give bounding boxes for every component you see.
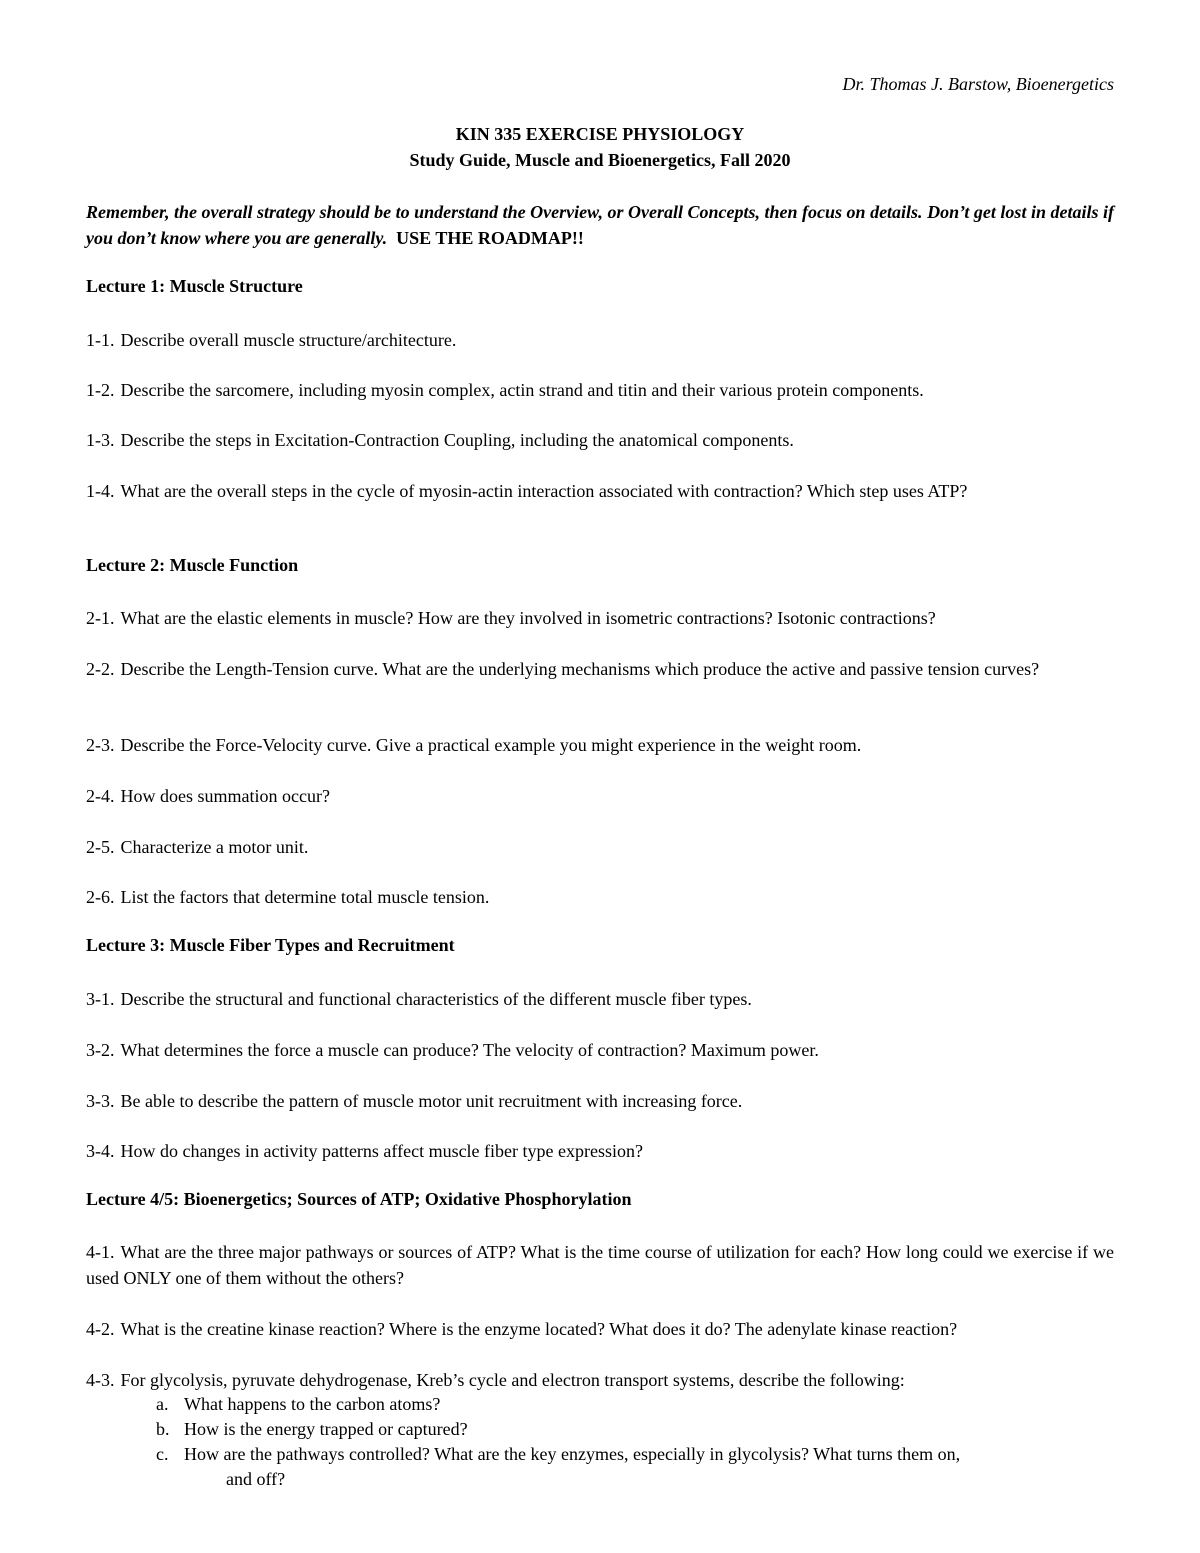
intro-roadmap: USE THE ROADMAP!! [396, 228, 584, 248]
question-2-1 [86, 605, 1114, 631]
question-number: 1-2. [86, 380, 115, 400]
question-1-2 [86, 377, 1114, 403]
question-number: 2-6. [86, 887, 115, 907]
question-text: Describe the structural and functional characteristics of the different muscle fiber types. [120, 989, 752, 1009]
question-number: 3-3. [86, 1091, 115, 1111]
question-4-2 [86, 1316, 1114, 1342]
question-2-4 [86, 783, 1114, 809]
question-number: 4-2. [86, 1319, 115, 1339]
question-number: 1-1. [86, 330, 115, 350]
question-3-2 [86, 1037, 1114, 1063]
question-3-1 [86, 986, 1114, 1012]
question-number: 2-2. [86, 659, 115, 679]
question-text: Describe the Length-Tension curve. What are the underlying mechanisms which produce the active and passive tension curves? [120, 659, 1040, 679]
subitem-c [156, 1442, 1114, 1492]
question-text: What are the three major pathways or sources of ATP? What is the time course of utilization for each? How long could we exercise if we used ONLY one of them without the others? [86, 1242, 1114, 1288]
question-3-4 [86, 1138, 1114, 1164]
question-text: List the factors that determine total muscle tension. [120, 887, 490, 907]
question-3-3 [86, 1088, 1114, 1114]
question-text: For glycolysis, pyruvate dehydrogenase, Kreb’s cycle and electron transport systems, describe the following: [120, 1370, 905, 1390]
question-text: Describe the steps in Excitation-Contraction Coupling, including the anatomical components. [120, 430, 794, 450]
author-header: Dr. Thomas J. Barstow, Bioenergetics [842, 74, 1114, 94]
lecture-1-heading: Lecture 1: Muscle Structure [86, 276, 303, 296]
subitem-letter: a. [156, 1394, 169, 1414]
question-4-3 [86, 1367, 1114, 1393]
lecture-2-heading: Lecture 2: Muscle Function [86, 555, 299, 575]
question-1-3 [86, 427, 1114, 453]
question-text: What determines the force a muscle can produce? The velocity of contraction? Maximum power. [120, 1040, 819, 1060]
subitem-letter: b. [156, 1419, 170, 1439]
question-text: Be able to describe the pattern of muscle motor unit recruitment with increasing force. [120, 1091, 743, 1111]
question-number: 4-3. [86, 1370, 115, 1390]
document-subtitle: Study Guide, Muscle and Bioenergetics, Fall 2020 [409, 150, 791, 170]
question-1-1 [86, 327, 1114, 353]
intro-paragraph [86, 199, 1114, 251]
title-block [86, 121, 1114, 173]
question-number: 3-4. [86, 1141, 115, 1161]
question-number: 4-1. [86, 1242, 115, 1262]
subitem-text: How is the energy trapped or captured? [184, 1419, 468, 1439]
question-2-5 [86, 834, 1114, 860]
study-guide-page [86, 0, 1114, 1553]
question-text: Describe the sarcomere, including myosin complex, actin strand and titin and their various protein components. [120, 380, 924, 400]
question-text: How does summation occur? [120, 786, 330, 806]
question-number: 3-2. [86, 1040, 115, 1060]
lecture-4-5-heading: Lecture 4/5: Bioenergetics; Sources of ATP; Oxidative Phosphorylation [86, 1189, 632, 1209]
question-number: 1-3. [86, 430, 115, 450]
question-text: Describe the Force-Velocity curve. Give a practical example you might experience in the weight room. [120, 735, 862, 755]
question-1-4 [86, 478, 1114, 504]
question-text: How do changes in activity patterns affect muscle fiber type expression? [120, 1141, 643, 1161]
subitem-text: How are the pathways controlled? What are the key enzymes, especially in glycolysis? What turns them on, [184, 1444, 961, 1464]
course-title: KIN 335 EXERCISE PHYSIOLOGY [455, 124, 745, 144]
question-number: 2-1. [86, 608, 115, 628]
question-text: What are the overall steps in the cycle of myosin-actin interaction associated with contraction? Which step uses ATP? [120, 481, 968, 501]
question-text: What are the elastic elements in muscle? How are they involved in isometric contractions? Isotonic contractions? [120, 608, 936, 628]
question-number: 2-3. [86, 735, 115, 755]
question-number: 1-4. [86, 481, 115, 501]
question-number: 2-4. [86, 786, 115, 806]
question-4-1 [86, 1239, 1114, 1291]
question-number: 2-5. [86, 837, 115, 857]
subitem-text: What happens to the carbon atoms? [184, 1394, 441, 1414]
question-text: What is the creatine kinase reaction? Where is the enzyme located? What does it do? The adenylate kinase reaction? [120, 1319, 958, 1339]
subitem-b [156, 1417, 1114, 1442]
intro-emphasis: Remember, the overall strategy should be to understand the Overview, or Overall Concepts, then focus on details. Don’t get lost in details if you don’t know where you are generally. [86, 202, 1114, 248]
subitem-letter: c. [156, 1444, 169, 1464]
subitem-a [156, 1392, 1114, 1417]
lecture-3-heading: Lecture 3: Muscle Fiber Types and Recruitment [86, 935, 455, 955]
question-2-6 [86, 884, 1114, 910]
question-text: Describe overall muscle structure/architecture. [120, 330, 457, 350]
subitem-continuation: and off? [226, 1469, 286, 1489]
question-2-2 [86, 656, 1114, 682]
question-number: 3-1. [86, 989, 115, 1009]
question-text: Characterize a motor unit. [120, 837, 309, 857]
question-2-3 [86, 732, 1114, 758]
